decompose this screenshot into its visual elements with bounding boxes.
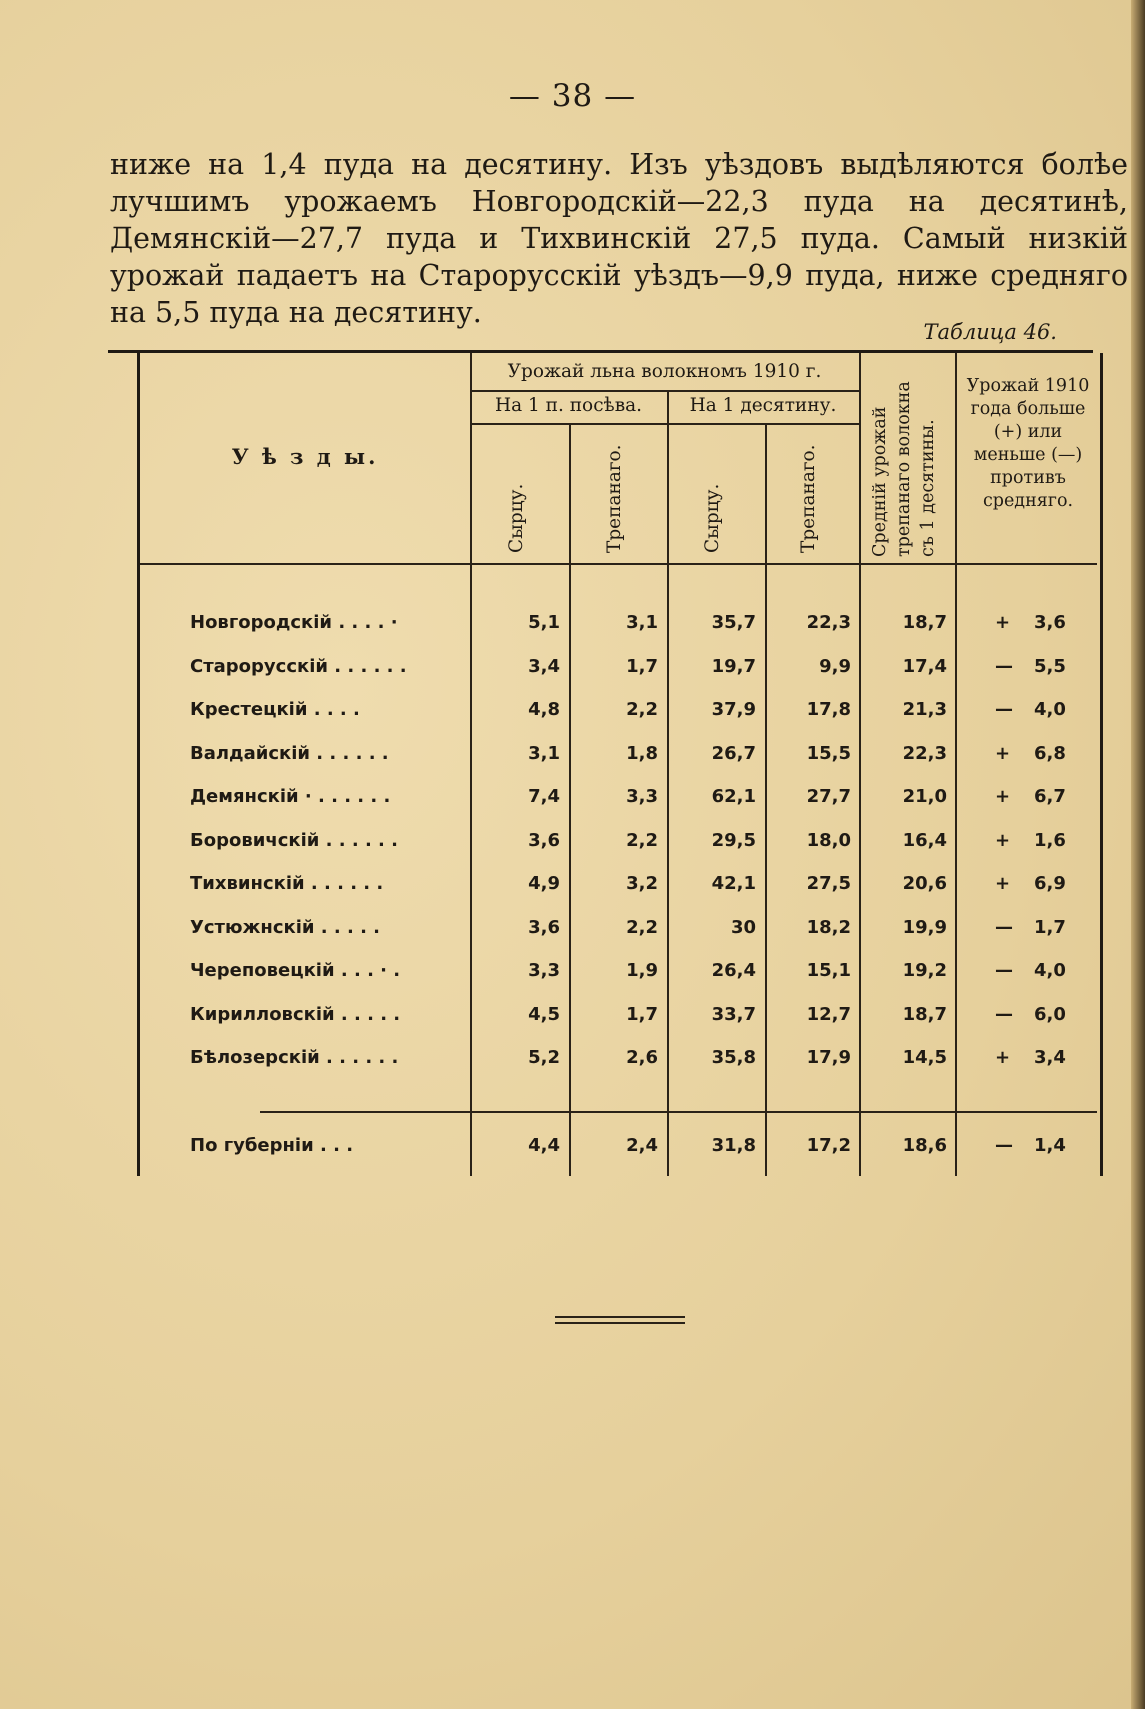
table-row-3-value-e: 21,3 (902, 699, 947, 720)
total-row-value-d: 17,2 (806, 1135, 851, 1156)
table-row-2-value-e: 17,4 (902, 655, 947, 677)
total-row-value-c: 31,8 (711, 1135, 756, 1156)
table-row-10-diff-sign: — (995, 1003, 1013, 1025)
total-row-value-a: 4,4 (528, 1135, 560, 1156)
table-row-11-diff-value: 3,4 (1034, 1047, 1066, 1068)
header-diff: Урожай 1910 года больше (+) или меньше (—) противъ средняго. (966, 376, 1090, 511)
table-row-4-value-a: 3,1 (528, 742, 560, 764)
header-per-desyatina: На 1 десятину. (689, 395, 837, 416)
table-row-7-value-d: 27,5 (806, 873, 851, 894)
table-row-10-diff-value: 6,0 (1034, 1003, 1066, 1025)
table-row-10-value-c: 33,7 (711, 1003, 756, 1025)
total-row-value-e: 18,6 (902, 1135, 947, 1156)
table-row-9-value-e: 19,2 (902, 960, 947, 981)
table-row-3-district-name: Крестецкій . . . . (190, 699, 360, 720)
col-divider (470, 353, 472, 1176)
table-row-7-value-a: 4,9 (528, 873, 560, 894)
col-divider (859, 353, 861, 1176)
total-row-district-name: По губерніи . . . (190, 1135, 354, 1156)
table-row-9-diff-sign: — (995, 960, 1013, 981)
header-per-pood: На 1 п. посѣва. (494, 395, 643, 416)
total-row-diff-sign: — (995, 1135, 1013, 1156)
table-row-8-diff-value: 1,7 (1034, 916, 1066, 938)
table-row-5-value-c: 62,1 (711, 786, 756, 807)
table-row-6-district-name: Боровичскій . . . . . . (190, 829, 398, 851)
table-row-6-diff-value: 1,6 (1034, 829, 1066, 851)
header-raw-2: Сырцу. (702, 483, 723, 553)
total-rule (260, 1111, 1097, 1113)
table-row-4-value-e: 22,3 (902, 742, 947, 764)
table-row-8-value-c: 30 (730, 916, 756, 938)
table-row-3-value-b: 2,2 (626, 699, 658, 720)
table-row-4-value-c: 26,7 (711, 742, 756, 764)
table-row-6-value-d: 18,0 (806, 829, 851, 851)
table-row-11-value-c: 35,8 (711, 1047, 756, 1068)
header-districts: У ѣ з д ы. (231, 444, 379, 469)
table-row-10-district-name: Кирилловскій . . . . . (190, 1003, 401, 1025)
col-divider (955, 353, 957, 1176)
table-row-6-value-e: 16,4 (902, 829, 947, 851)
table-row-6-diff-sign: + (995, 829, 1011, 851)
table-caption: Таблица 46. (923, 320, 1057, 344)
header-avg-yield: Средній урожай трепанаго волокна съ 1 десятины. (870, 381, 938, 557)
col-divider (667, 390, 669, 1176)
table-row-3-diff-value: 4,0 (1034, 699, 1066, 720)
table-row-5-district-name: Демянскій · . . . . . . (190, 786, 391, 807)
table-row-7-diff-sign: + (995, 873, 1011, 894)
header-rule (470, 423, 859, 425)
page-number: — 38 — (508, 78, 637, 114)
table-row-2-diff-value: 5,5 (1034, 655, 1066, 677)
table-row-10-value-a: 4,5 (528, 1003, 560, 1025)
table-row-11-district-name: Бѣлозерскій . . . . . . (190, 1047, 399, 1068)
table-row-2-value-d: 9,9 (819, 655, 851, 677)
table-row-11-value-e: 14,5 (902, 1047, 947, 1068)
table-row-11-diff-sign: + (995, 1047, 1011, 1068)
table-row-8-value-a: 3,6 (528, 916, 560, 938)
table-row-2-value-b: 1,7 (626, 655, 658, 677)
table-row-9-value-b: 1,9 (626, 960, 658, 981)
table-row-2-district-name: Старорусскій . . . . . . (190, 655, 407, 677)
table-row-10-value-e: 18,7 (902, 1003, 947, 1025)
table-row-3-diff-sign: — (995, 699, 1013, 720)
total-row-diff-value: 1,4 (1034, 1135, 1066, 1156)
body-paragraph: ниже на 1,4 пуда на десятину. Изъ уѣздовъ выдѣляются болѣе лучшимъ урожаемъ Новгородскій—22,3 пуда на десятинѣ, Демянскій—27,7 пуда и Тихвинскій 27,5 пуда. Самый низкій урожай падаетъ на Старорусскій уѣздъ—9,9 пуда, ниже средняго на 5,5 пуда на десятину. (110, 148, 1128, 329)
total-row-value-b: 2,4 (626, 1135, 658, 1156)
table-row-1-value-a: 5,1 (528, 612, 560, 633)
table-row-2-diff-sign: — (995, 655, 1013, 677)
table-row-3-value-d: 17,8 (806, 699, 851, 720)
table-row-7-district-name: Тихвинскій . . . . . . (190, 873, 384, 894)
table-row-2-value-a: 3,4 (528, 655, 560, 677)
col-divider (765, 423, 767, 1176)
page-edge (1131, 0, 1145, 1709)
table-row-9-value-c: 26,4 (711, 960, 756, 981)
col-divider (569, 423, 571, 1176)
table-row-5-value-d: 27,7 (806, 786, 851, 807)
table-row-1-value-d: 22,3 (806, 612, 851, 633)
table-row-5-value-e: 21,0 (902, 786, 947, 807)
table-row-8-diff-sign: — (995, 916, 1013, 938)
table-row-11-value-a: 5,2 (528, 1047, 560, 1068)
table-row-5-value-a: 7,4 (528, 786, 560, 807)
table-row-11-value-d: 17,9 (806, 1047, 851, 1068)
table-row-4-diff-value: 6,8 (1034, 742, 1066, 764)
table-row-4-value-d: 15,5 (806, 742, 851, 764)
table-row-8-value-d: 18,2 (806, 916, 851, 938)
table-row-1-value-e: 18,7 (902, 612, 947, 633)
table-row-8-value-e: 19,9 (902, 916, 947, 938)
table-row-4-district-name: Валдайскій . . . . . . (190, 742, 389, 764)
table-row-1-diff-sign: + (995, 612, 1011, 633)
table-row-8-value-b: 2,2 (626, 916, 658, 938)
table-row-7-value-e: 20,6 (902, 873, 947, 894)
table-row-9-value-a: 3,3 (528, 960, 560, 981)
table-row-4-diff-sign: + (995, 742, 1011, 764)
table-row-10-value-b: 1,7 (626, 1003, 658, 1025)
yield-table (137, 353, 1103, 1176)
header-scutched-1: Трепанаго. (604, 444, 625, 553)
table-row-1-diff-value: 3,6 (1034, 612, 1066, 633)
table-row-8-district-name: Устюжнскій . . . . . (190, 916, 381, 938)
table-row-3-value-a: 4,8 (528, 699, 560, 720)
table-row-1-district-name: Новгородскій . . . . · (190, 612, 398, 633)
table-row-7-value-c: 42,1 (711, 873, 756, 894)
table-row-6-value-a: 3,6 (528, 829, 560, 851)
table-row-10-value-d: 12,7 (806, 1003, 851, 1025)
table-row-5-diff-value: 6,7 (1034, 786, 1066, 807)
table-row-5-value-b: 3,3 (626, 786, 658, 807)
table-row-9-value-d: 15,1 (806, 960, 851, 981)
table-row-3-value-c: 37,9 (711, 699, 756, 720)
table-row-9-district-name: Череповецкій . . . · . (190, 960, 401, 981)
table-row-2-value-c: 19,7 (711, 655, 756, 677)
table-row-1-value-c: 35,7 (711, 612, 756, 633)
table-row-9-diff-value: 4,0 (1034, 960, 1066, 981)
header-bottom-rule (140, 563, 1097, 565)
table-row-6-value-c: 29,5 (711, 829, 756, 851)
table-row-11-value-b: 2,6 (626, 1047, 658, 1068)
table-row-7-value-b: 3,2 (626, 873, 658, 894)
table-row-7-diff-value: 6,9 (1034, 873, 1066, 894)
end-ornament (555, 1316, 685, 1324)
table-row-1-value-b: 3,1 (626, 612, 658, 633)
header-scutched-2: Трепанаго. (798, 444, 819, 553)
table-row-4-value-b: 1,8 (626, 742, 658, 764)
header-rule (470, 390, 859, 392)
header-raw-1: Сырцу. (506, 483, 527, 553)
header-yield-group: Урожай льна волокномъ 1910 г. (507, 361, 822, 382)
table-row-5-diff-sign: + (995, 786, 1011, 807)
table-row-6-value-b: 2,2 (626, 829, 658, 851)
